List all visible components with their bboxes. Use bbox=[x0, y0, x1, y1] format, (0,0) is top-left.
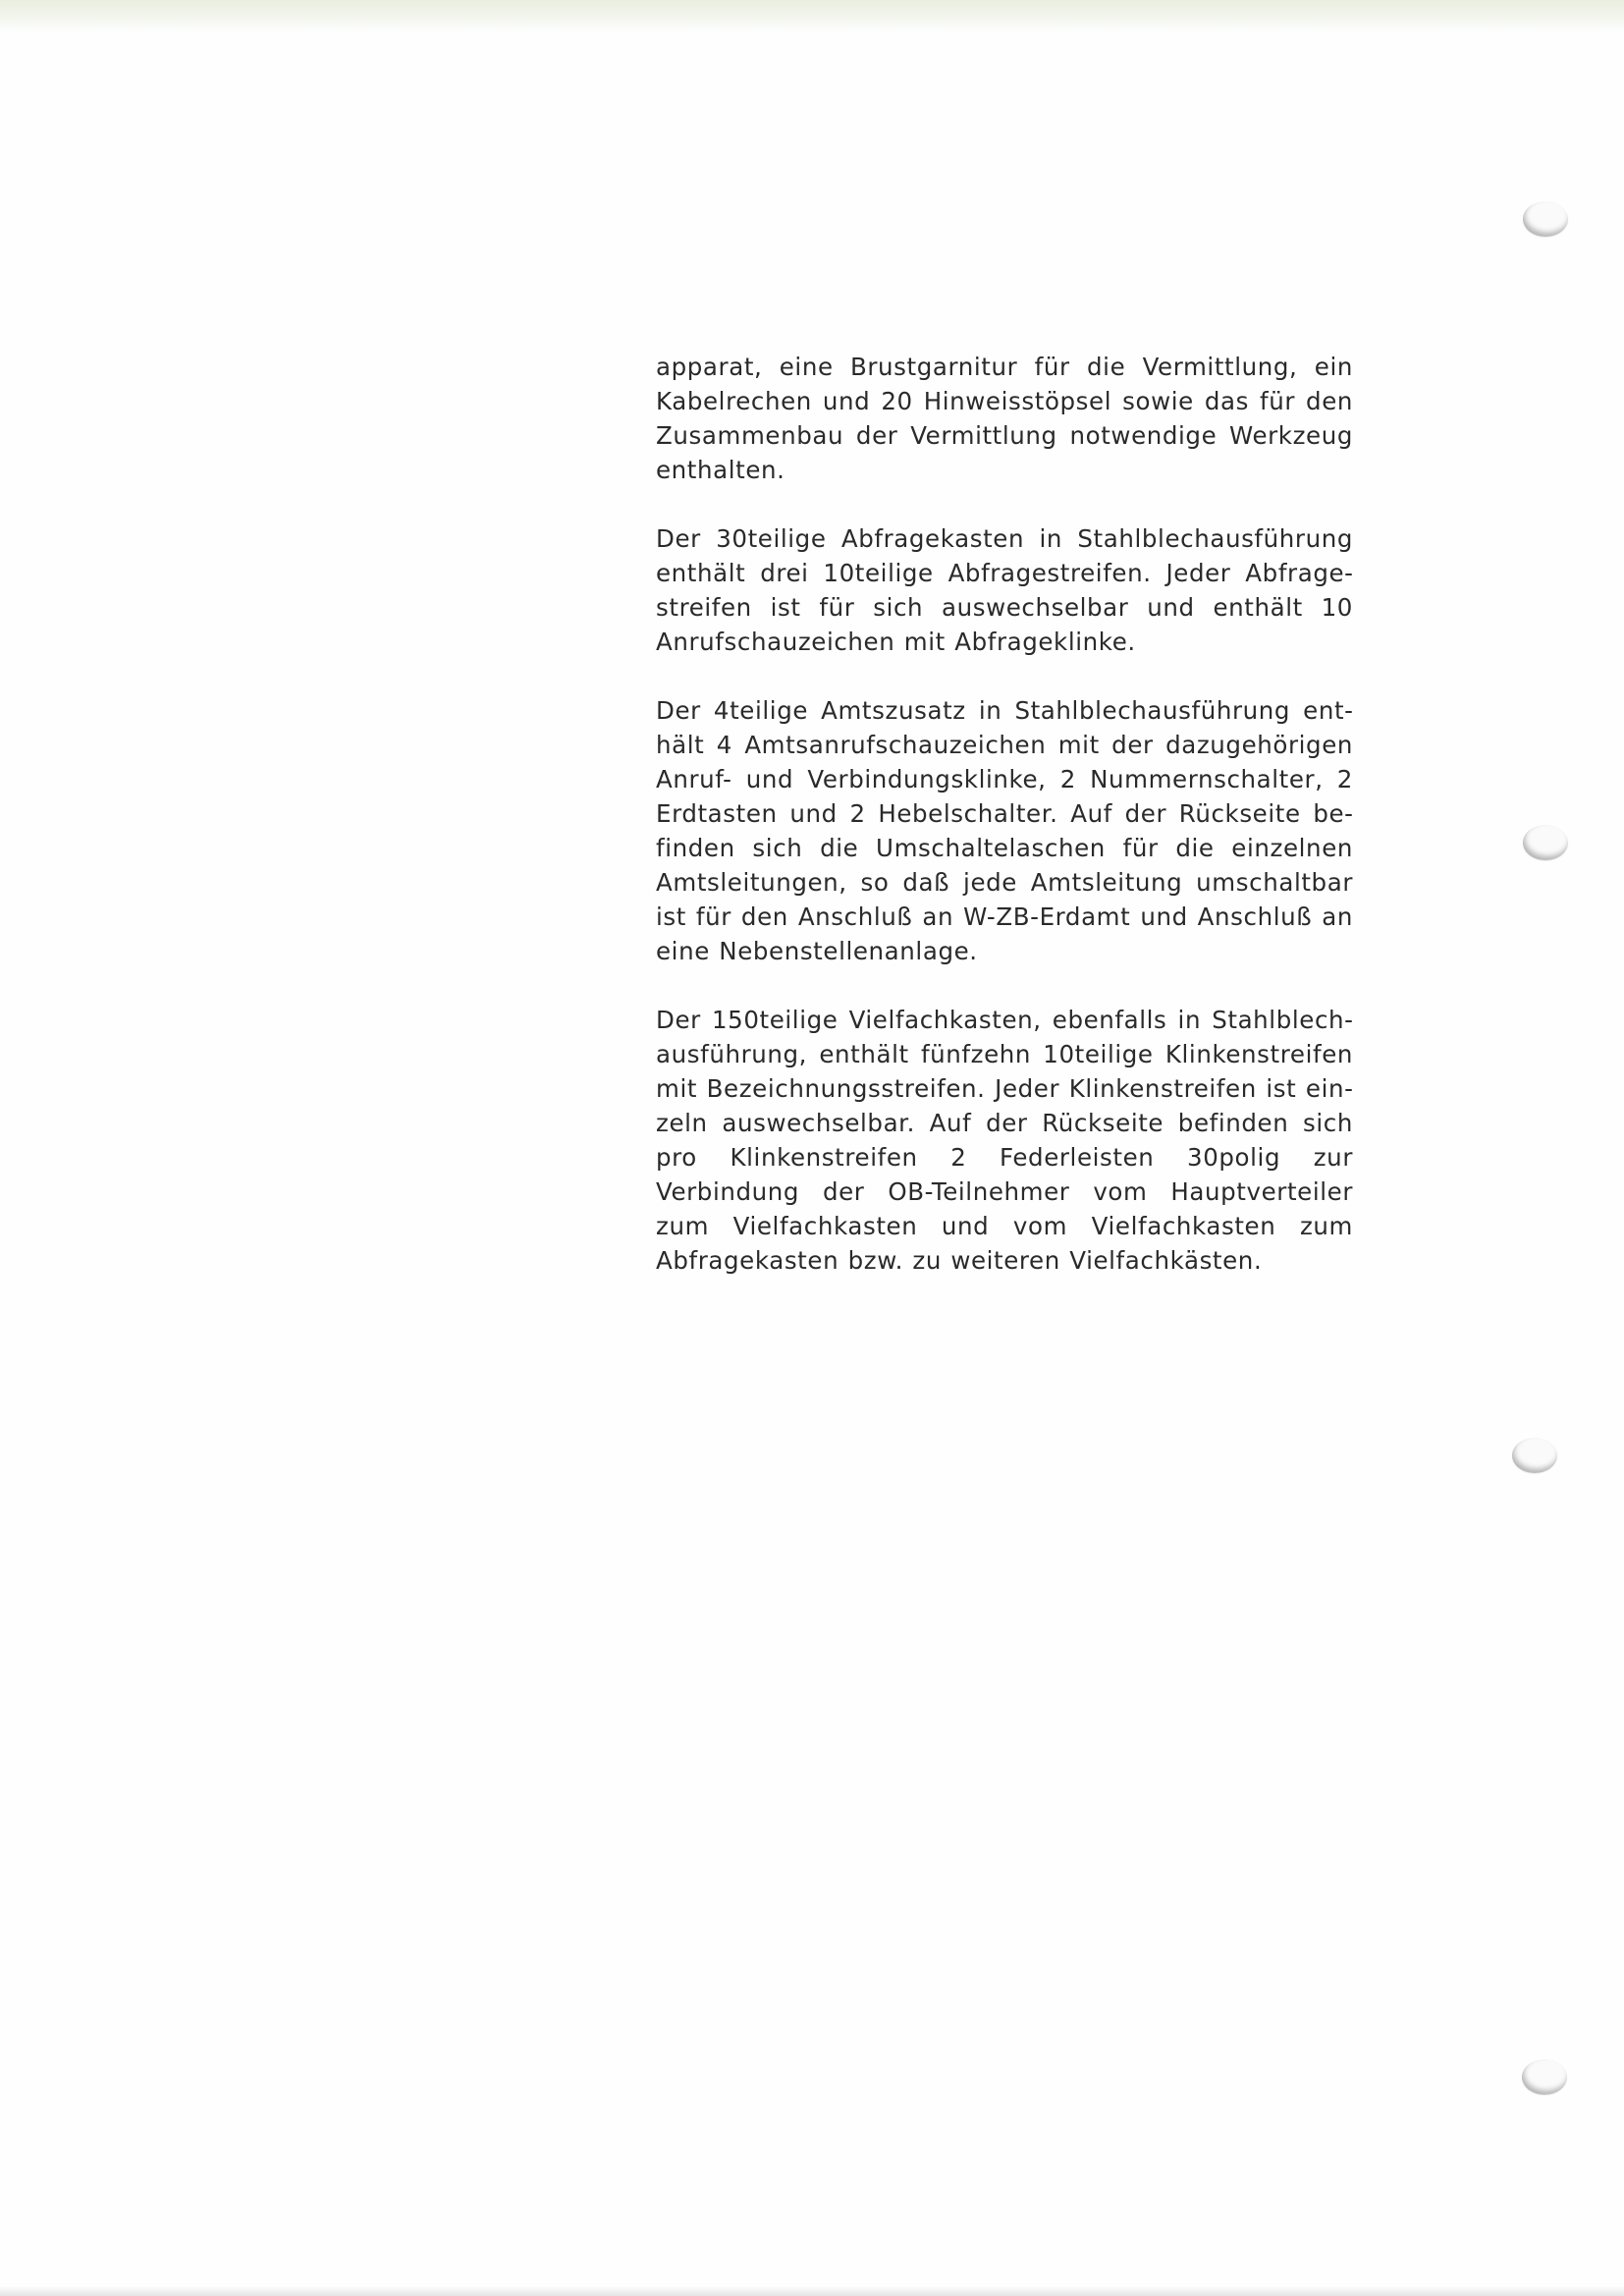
punch-hole bbox=[1523, 825, 1568, 860]
paragraph: Der 30teilige Abfragekasten in Stahlblechausführung enthält drei 10teilige Abfragestreifen. Jeder Abfragestreifen ist für sich auswechselbar und enthält 10 Anrufschauzeichen mit Abfrageklinke. bbox=[656, 524, 1353, 656]
paragraph: apparat, eine Brustgarnitur für die Vermittlung, ein Kabelrechen und 20 Hinweisstöpsel sowie das für den Zusammenbau der Vermittlung notwendige Werkzeug enthalten. bbox=[656, 353, 1353, 484]
body-text-column bbox=[656, 350, 1353, 1278]
paragraph: Der 150teilige Vielfachkasten, ebenfalls in Stahlblechausführung, enthält fünfzehn 10teilige Klinkenstreifen mit Bezeichnungsstreifen. Jeder Klinkenstreifen ist einzeln auswechselbar. Auf der Rückseite befinden sich pro Klinkenstreifen 2 Federleisten 30polig zur Verbindung der OB-Teilnehmer vom Hauptverteiler zum Vielfachkasten und vom Vielfachkasten zum Abfragekasten bzw. zu weiteren Vielfachkästen. bbox=[656, 1006, 1353, 1275]
punch-hole bbox=[1512, 1438, 1557, 1473]
paragraph: Der 4teilige Amtszusatz in Stahlblechausführung enthält 4 Amtsanrufschauzeichen mit der dazugehörigen Anruf- und Verbindungsklinke, 2 Nummernschalter, 2 Erdtasten und 2 Hebelschalter. Auf der Rückseite befinden sich die Umschaltelaschen für die einzelnen Amtsleitungen, so daß jede Amtsleitung umschaltbar ist für den Anschluß an W-ZB-Erdamt und Anschluß an eine Nebenstellenanlage. bbox=[656, 696, 1353, 965]
punch-hole bbox=[1523, 201, 1568, 237]
scan-edge-bottom bbox=[0, 2286, 1624, 2296]
punch-hole bbox=[1522, 2059, 1567, 2095]
scan-edge-top bbox=[0, 0, 1624, 33]
